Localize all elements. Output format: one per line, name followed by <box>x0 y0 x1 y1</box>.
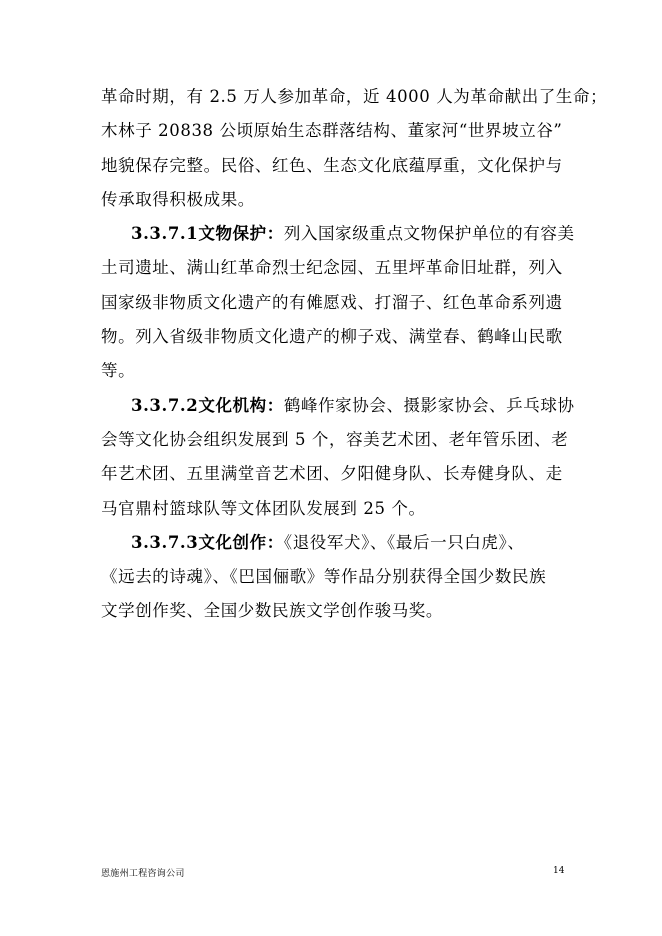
section-heading-cultural-institutions: 3.3.7.2文化机构： <box>131 395 284 415</box>
text-line: 会等文化协会组织发展到 5 个，容美艺术团、老年管乐团、老 <box>101 429 569 449</box>
section-heading-cultural-creation: 3.3.7.3文化创作： <box>131 532 284 552</box>
section-heading-cultural-relics: 3.3.7.1文物保护： <box>131 224 284 244</box>
section-text: 《退役军犬》、《最后一只白虎》、 <box>283 532 525 552</box>
text-line: 木林子 20838 公顷原始生态群落结构、董家河“世界坡立谷” <box>101 121 563 141</box>
text-line: 等。 <box>101 361 136 381</box>
text-line: 《远去的诗魂》、《巴国俪歌》等作品分别获得全国少数民族 <box>101 567 547 587</box>
text-line: 文学创作奖、全国少数民族文学创作骏马奖。 <box>101 601 443 621</box>
section-text: 鹤峰作家协会、摄影家协会、乒乓球协 <box>283 395 575 415</box>
body-text <box>101 80 608 629</box>
text-line: 年艺术团、五里满堂音艺术团、夕阳健身队、长寿健身队、走 <box>101 464 563 484</box>
text-line: 传承取得积极成果。 <box>101 189 255 209</box>
text-line: 马官鼎村篮球队等文体团队发展到 25 个。 <box>101 498 426 518</box>
text-line: 物。列入省级非物质文化遗产的柳子戏、满堂春、鹤峰山民歌 <box>101 327 563 347</box>
section-first-line <box>101 526 571 560</box>
footer-page-number: 14 <box>553 866 565 876</box>
text-line: 革命时期，有 2.5 万人参加革命，近 4000 人为革命献出了生命； <box>101 87 608 106</box>
text-line: 土司遗址、满山红革命烈士纪念园、五里坪革命旧址群，列入 <box>101 258 563 278</box>
text-line: 地貌保存完整。民俗、红色、生态文化底蕴厚重，文化保护与 <box>101 155 563 175</box>
section-first-line <box>101 217 575 251</box>
section-text: 列入国家级重点文物保护单位的有容美 <box>283 224 575 244</box>
section-first-line <box>101 389 575 423</box>
text-line: 国家级非物质文化遗产的有傩愿戏、打溜子、红色革命系列遗 <box>101 292 563 312</box>
footer-company: 恩施州工程咨询公司 <box>101 869 185 879</box>
